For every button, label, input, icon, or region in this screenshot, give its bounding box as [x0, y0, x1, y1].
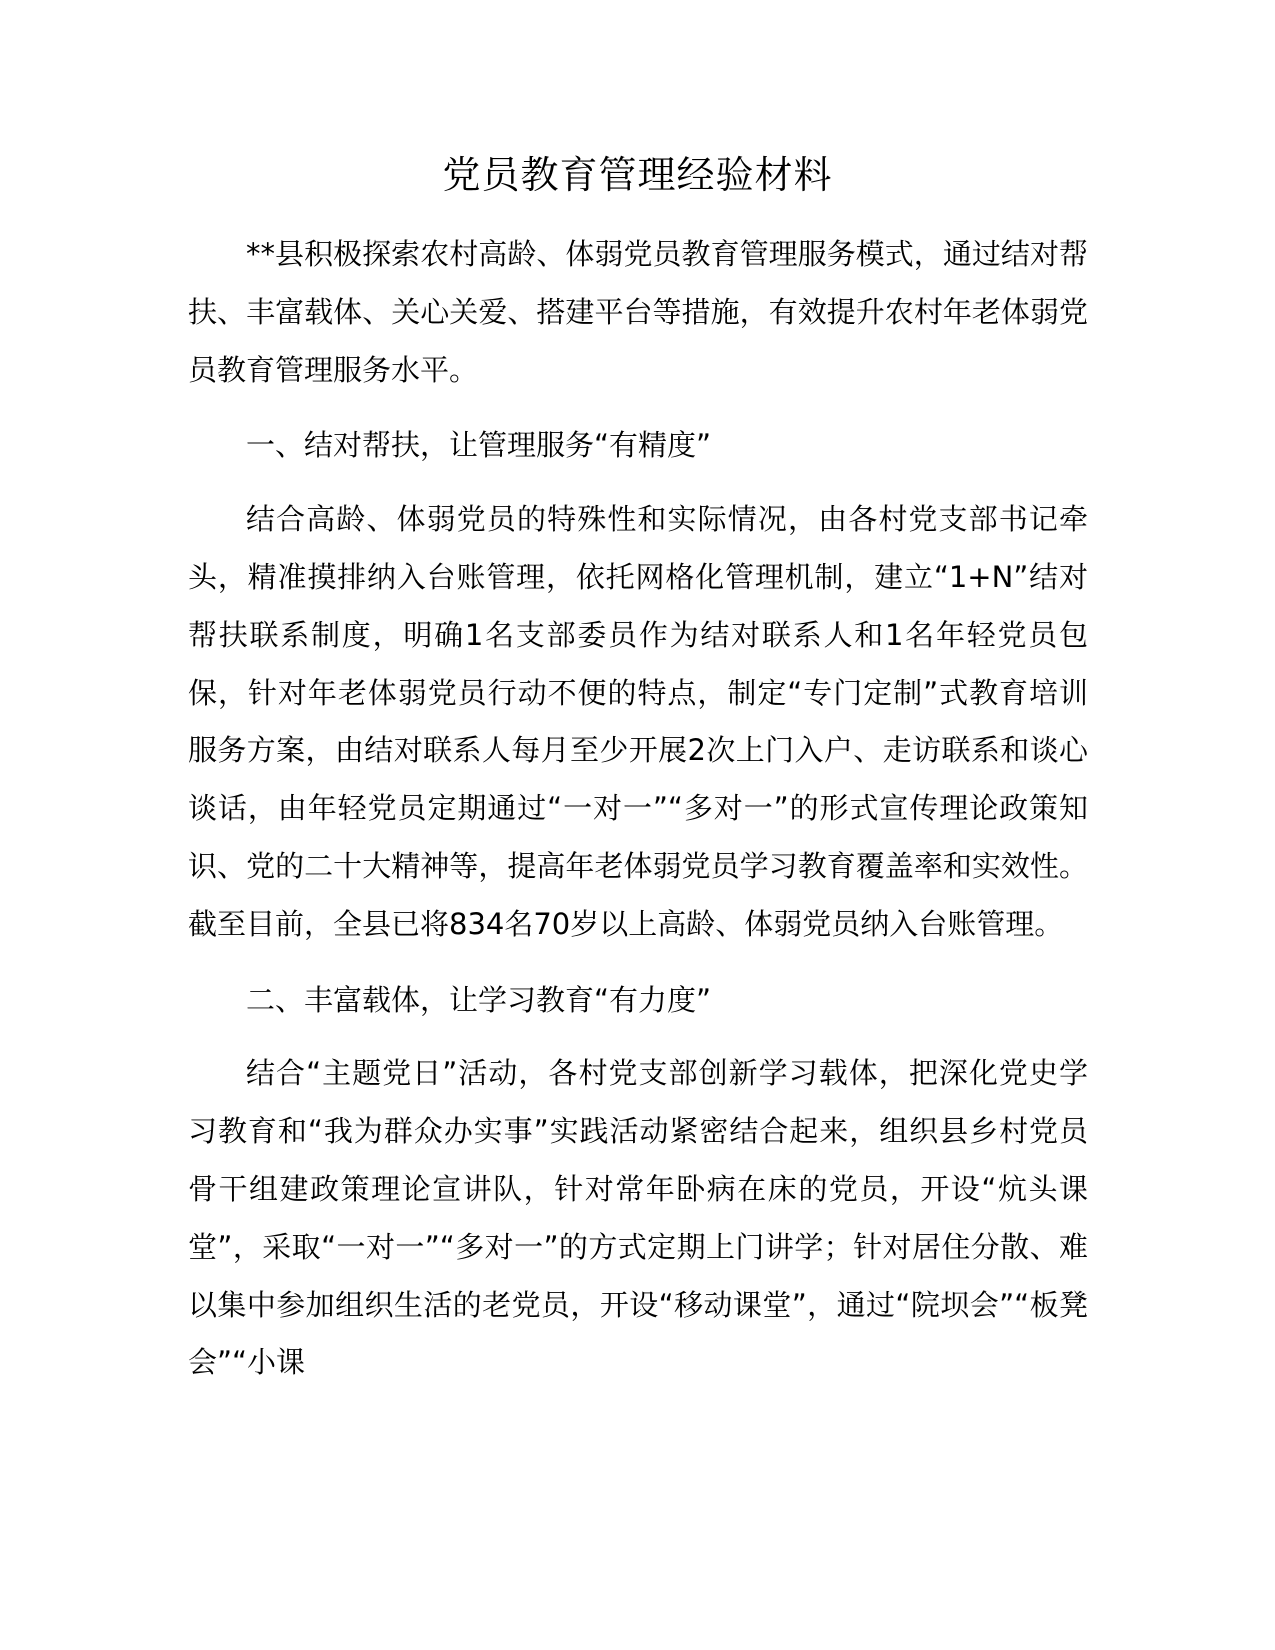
section-1-paragraph: 结合高龄、体弱党员的特殊性和实际情况，由各村党支部书记牵头，精准摸排纳入台账管理，依托网格化管理机制，建立“1+N”结对帮扶联系制度，明确1名支部委员作为结对联系人和1名年轻党员包保，针对年老体弱党员行动不便的特点，制定“专门定制”式教育培训服务方案，由结对联系人每月至少开展2次上门入户、走访联系和谈心谈话，由年轻党员定期通过“一对一”“多对一”的形式宣传理论政策知识、党的二十大精神等，提高年老体弱党员学习教育覆盖率和实效性。截至目前，全县已将834名70岁以上高龄、体弱党员纳入台账管理。: [188, 502, 1088, 941]
document-body: [188, 226, 1088, 1410]
intro-paragraph: **县积极探索农村高龄、体弱党员教育管理服务模式，通过结对帮扶、丰富载体、关心关爱、搭建平台等措施，有效提升农村年老体弱党员教育管理服务水平。: [188, 237, 1088, 387]
document-title: 党员教育管理经验材料: [442, 153, 833, 197]
section-heading-2: 二、丰富载体，让学习教育“有力度”: [246, 982, 712, 1017]
section-heading-1: 一、结对帮扶，让管理服务“有精度”: [246, 428, 712, 463]
section-2-paragraph: 结合“主题党日”活动，各村党支部创新学习载体，把深化党史学习教育和“我为群众办实事”实践活动紧密结合起来，组织县乡村党员骨干组建政策理论宣讲队，针对常年卧病在床的党员，开设“炕头课堂”，采取“一对一”“多对一”的方式定期上门讲学；针对居住分散、难以集中参加组织生活的老党员，开设“移动课堂”，通过“院坝会”“板凳会”“小课: [188, 1056, 1088, 1380]
